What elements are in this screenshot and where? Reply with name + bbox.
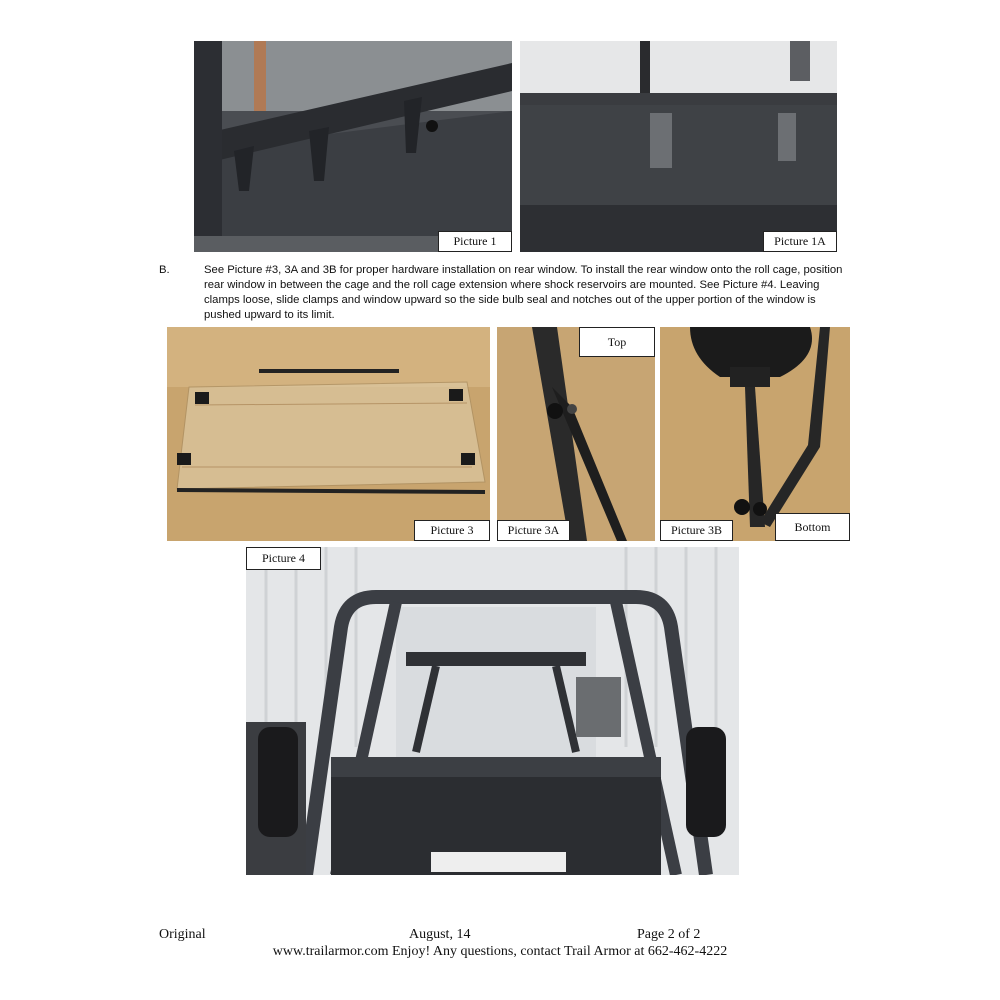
step-letter: B. — [159, 264, 170, 276]
picture-3a-caption: Picture 3A — [497, 520, 570, 541]
picture-3-caption: Picture 3 — [414, 520, 490, 541]
picture-4-caption: Picture 4 — [246, 547, 321, 570]
picture-4-photo — [246, 547, 739, 875]
picture-3a-photo — [497, 327, 655, 541]
picture-1-caption: Picture 1 — [438, 231, 512, 252]
footer-right: Page 2 of 2 — [637, 927, 701, 942]
footer-center: August, 14 — [409, 927, 471, 942]
footer-left: Original — [159, 927, 206, 942]
picture-3b-photo — [660, 327, 850, 541]
picture-3b-caption: Picture 3B — [660, 520, 733, 541]
footer-contact-line: www.trailarmor.com Enjoy! Any questions, contact Trail Armor at 662-462-4222 — [272, 944, 728, 959]
picture-3-photo — [167, 327, 490, 541]
picture-1a-photo — [520, 41, 837, 252]
picture-1a-caption: Picture 1A — [763, 231, 837, 252]
top-caption: Top — [579, 327, 655, 357]
picture-1-photo — [194, 41, 512, 252]
step-text: See Picture #3, 3A and 3B for proper hardware installation on rear window. To install the rear window onto the roll cage, position rear window in between the cage and the roll cage extension where shock reservoirs are mounted. See Picture #4. Leaving clamps loose, slide clamps and window upward so the side bulb seal and notches out of the upper portion of the window is pushed upward to its limit. — [204, 264, 843, 321]
bottom-caption: Bottom — [775, 513, 850, 541]
